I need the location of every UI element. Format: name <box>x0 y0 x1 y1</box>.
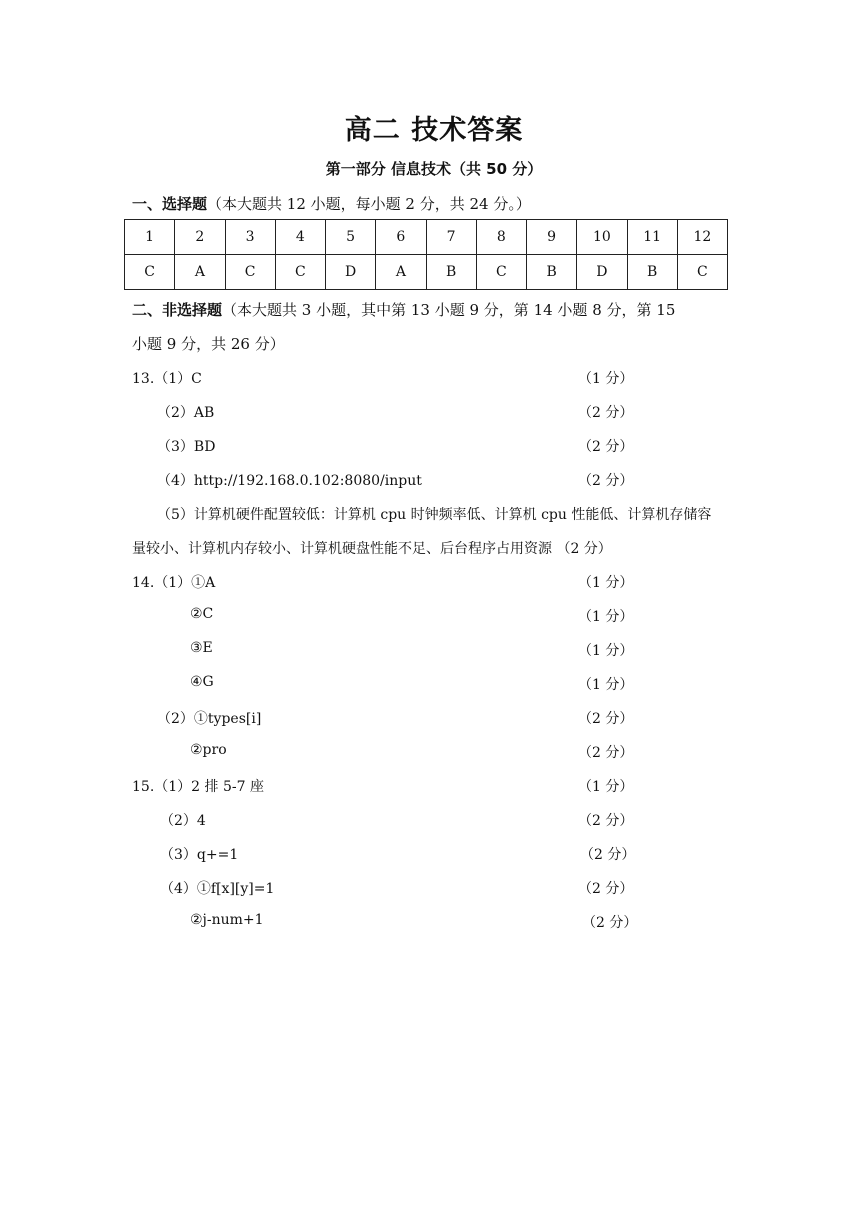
answer-line: （4）http://192.168.0.102:8080/input <box>157 473 422 489</box>
document-title: 高二 技术答案 <box>344 115 524 146</box>
score-label: （2 分） <box>582 915 638 931</box>
answer-table <box>124 219 728 290</box>
answer-line: （2）4 <box>160 813 206 829</box>
answer-cell: C <box>225 255 275 290</box>
score-label: （2 分） <box>578 813 634 829</box>
answer-line: （5）计算机硬件配置较低：计算机 cpu 时钟频率低、计算机 cpu 性能低、计算机存储容 <box>157 507 712 523</box>
answer-cell: D <box>577 255 627 290</box>
answer-cell: B <box>426 255 476 290</box>
score-label: （2 分） <box>578 473 634 489</box>
score-label: （2 分） <box>578 711 634 727</box>
answer-line: （3）BD <box>157 439 216 455</box>
answer-cell: C <box>275 255 325 290</box>
score-label: （1 分） <box>578 677 634 693</box>
answer-line: ③E <box>190 640 213 656</box>
section-2-note-continued: 小题 9 分，共 26 分） <box>132 335 285 353</box>
score-label: （2 分） <box>578 881 634 897</box>
score-label: （2 分） <box>578 439 634 455</box>
question-number: 3 <box>225 220 275 255</box>
answer-cell: B <box>527 255 577 290</box>
answer-line: ②j-num+1 <box>190 912 264 928</box>
question-number: 11 <box>627 220 677 255</box>
question-number: 1 <box>125 220 175 255</box>
answer-line: 量较小、计算机内存较小、计算机硬盘性能不足、后台程序占用资源 （2 分） <box>132 541 612 557</box>
section-2-title: 二、非选择题 <box>132 301 223 319</box>
section-1-heading <box>132 193 531 214</box>
answer-cell: C <box>476 255 526 290</box>
answer-line: ④G <box>190 674 214 690</box>
score-label: （2 分） <box>578 745 634 761</box>
score-label: （1 分） <box>578 575 634 591</box>
question-number-row <box>125 220 728 255</box>
answer-line: ②C <box>190 606 214 622</box>
answer-cell: B <box>627 255 677 290</box>
answer-cell: C <box>677 255 727 290</box>
section-2-heading <box>132 299 675 320</box>
answer-cell: D <box>326 255 376 290</box>
score-label: （2 分） <box>580 847 636 863</box>
answer-line: （4）①f[x][y]=1 <box>160 881 275 897</box>
answer-line: 13.（1）C <box>132 371 202 387</box>
answer-cell: A <box>376 255 426 290</box>
answer-line: ②pro <box>190 742 227 758</box>
answer-line: 15.（1）2 排 5-7 座 <box>132 779 264 795</box>
score-label: （1 分） <box>578 779 634 795</box>
answer-cell: C <box>125 255 175 290</box>
part-subtitle: 第一部分 信息技术（共 50 分） <box>325 160 543 178</box>
question-number: 4 <box>275 220 325 255</box>
answer-line: （3）q+=1 <box>160 847 239 863</box>
score-label: （1 分） <box>578 643 634 659</box>
answer-row <box>125 255 728 290</box>
question-number: 5 <box>326 220 376 255</box>
question-number: 10 <box>577 220 627 255</box>
score-label: （1 分） <box>578 371 634 387</box>
question-number: 7 <box>426 220 476 255</box>
question-number: 6 <box>376 220 426 255</box>
answer-line: 14.（1）①A <box>132 575 216 591</box>
answer-cell: A <box>175 255 225 290</box>
answer-line: （2）①types[i] <box>157 711 262 727</box>
question-number: 9 <box>527 220 577 255</box>
score-label: （2 分） <box>578 405 634 421</box>
answer-line: （2）AB <box>157 405 215 421</box>
section-1-note: （本大题共 12 小题，每小题 2 分，共 24 分。） <box>207 195 531 213</box>
score-label: （1 分） <box>578 609 634 625</box>
section-2-note: （本大题共 3 小题，其中第 13 小题 9 分，第 14 小题 8 分，第 15 <box>222 301 676 319</box>
question-number: 12 <box>677 220 727 255</box>
question-number: 8 <box>476 220 526 255</box>
section-1-title: 一、选择题 <box>132 195 208 213</box>
question-number: 2 <box>175 220 225 255</box>
